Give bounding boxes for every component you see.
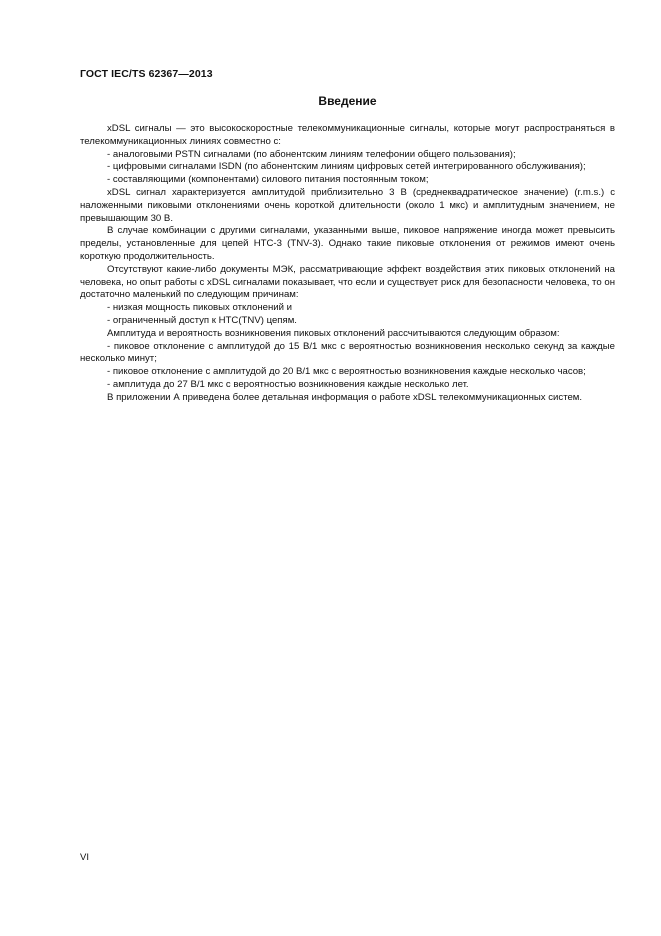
list-item-20v: - пиковое отклонение с амплитудой до 20 В/1 мкс с вероятностью возникновения каждые несколько часов;: [107, 366, 586, 378]
list-item-limited-access: - ограниченный доступ к НТС(TNV) цепям.: [107, 314, 297, 326]
list-item-isdn: - цифровыми сигналами ISDN (по абонентским линиям цифровых сетей интегрированного обслуживания);: [107, 161, 586, 173]
list-item-15v: - пиковое отклонение с амплитудой до 15 В/1 мкс с вероятностью возникновения несколько секунд за каждые несколько минут;: [80, 340, 615, 365]
document-header: ГОСТ IEC/TS 62367—2013: [80, 68, 213, 80]
paragraph-iec-documents: Отсутствуют какие-либо документы МЭК, рассматривающие эффект воздействия этих пиковых отклонений на человека, но опыт работы с xDSL сигналами показывает, что если и существует риск для безопасности человека, то он достаточно маленький по следующим причинам:: [80, 263, 615, 301]
list-item-dc-power: - составляющими (компонентами) силового питания постоянным током;: [107, 174, 429, 186]
section-title: Введение: [318, 94, 377, 108]
body-text: [80, 123, 615, 405]
paragraph-amplitude-probability: Амплитуда и вероятность возникновения пиковых отклонений рассчитываются следующим образом:: [107, 327, 560, 339]
page-number: VI: [80, 852, 89, 863]
list-item-27v: - амплитуда до 27 В/1 мкс с вероятностью возникновения каждые несколько лет.: [107, 378, 469, 390]
list-item-pstn: - аналоговыми PSTN сигналами (по абонентским линиям телефонии общего пользования);: [107, 148, 516, 160]
paragraph-peak-voltage: В случае комбинации с другими сигналами, указанными выше, пиковое напряжение иногда может превысить пределы, установленные для цепей НТС-3 (TNV-3). Однако такие пиковые отклонения от режимов имеют очень короткую продолжительность.: [80, 225, 615, 262]
list-item-low-power: - низкая мощность пиковых отклонений и: [107, 302, 293, 314]
paragraph-signal-characteristics: xDSL сигнал характеризуется амплитудой приблизительно 3 В (среднеквадратическое значение) (r.m.s.) с наложенными пиковыми отклонениями очень короткой длительности (около 1 мкс) и амплитудным значением, не превышающим 30 В.: [80, 186, 615, 224]
paragraph-intro: xDSL сигналы — это высокоскоростные телекоммуникационные сигналы, которые могут распространяться в телекоммуникационных линиях совместно с:: [80, 123, 615, 147]
paragraph-appendix-reference: В приложении А приведена более детальная информация о работе xDSL телекоммуникационных систем.: [107, 391, 583, 403]
